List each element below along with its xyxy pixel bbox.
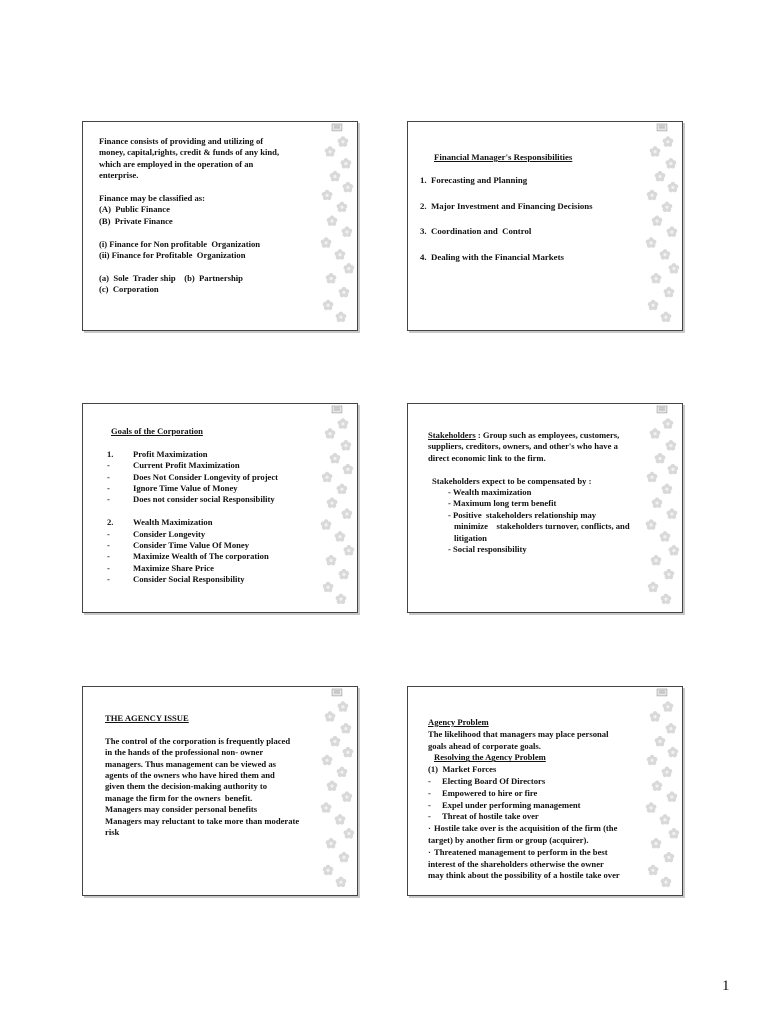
slide-body (107, 426, 315, 586)
list-item: - Threat of hostile take over (428, 811, 539, 822)
subheading: Resolving the Agency Problem (434, 752, 546, 763)
list-item: - Empowered to hire or fire (428, 787, 538, 798)
text-line: Stakeholders expect to be compensated by : (432, 475, 592, 486)
list-item: - Current Profit Maximization (107, 460, 240, 471)
slide-title: Financial Manager's Responsibilities (434, 152, 573, 162)
list-item: - Expel under performing management (428, 799, 581, 810)
text-line: money, capital,rights, credit & funds of any kind, (99, 147, 280, 158)
text-line: (c) Corporation (99, 284, 159, 295)
slide-stakeholders (407, 403, 683, 613)
text-line: enterprise. (99, 170, 139, 181)
floral-decoration-icon (638, 687, 682, 895)
text-line: managers. Thus management can be viewed as (105, 758, 277, 769)
text-line: (a) Sole Trader ship (b) Partnership (99, 272, 243, 283)
list-item: - Ignore Time Value of Money (107, 483, 238, 494)
list-item: - Maximize Share Price (107, 562, 214, 573)
floral-decoration-icon (313, 122, 357, 330)
text-line: in the hands of the professional non- owner (105, 747, 264, 758)
text-line: which are employed in the operation of an (99, 158, 254, 169)
list-item: - Consider Social Responsibility (107, 574, 245, 585)
text-line: The likelihood that managers may place personal (428, 728, 609, 739)
slide-goals-of-corporation (82, 403, 358, 613)
text-line: Managers may consider personal benefits (105, 804, 258, 815)
floral-decoration-icon (638, 122, 682, 330)
slide-financial-manager-responsibilities (407, 121, 683, 331)
text-line: risk (105, 827, 120, 838)
slide-title: Goals of the Corporation (111, 426, 203, 436)
list-heading: 2. Wealth Maximization (107, 517, 213, 528)
slide-finance-definition (82, 121, 358, 331)
list-item: - Consider Longevity (107, 528, 206, 539)
definition-line: Stakeholders : Group such as employees, customers, (428, 430, 620, 440)
floral-decoration-icon (313, 404, 357, 612)
slide-title: THE AGENCY ISSUE (105, 713, 189, 723)
term: Stakeholders (428, 430, 476, 440)
text-line: direct economic link to the firm. (428, 452, 546, 463)
text-line: interest of the shareholders otherwise the owner (428, 858, 604, 869)
list-item: - Consider Time Value Of Money (107, 540, 250, 551)
text-line: agents of the owners who have hired them and (105, 770, 275, 781)
slide-body (99, 136, 315, 296)
text-line: (i) Finance for Non profitable Organization (99, 238, 261, 249)
list-item: - Maximum long term benefit (448, 498, 557, 509)
floral-decoration-icon (313, 687, 357, 895)
slide-body (105, 713, 315, 838)
text-line: goals ahead of corporate goals. (428, 740, 541, 751)
list-item: - Electing Board Of Directors (428, 775, 546, 786)
text-line: target) by another firm or group (acquirer). (428, 834, 589, 845)
bullet-text: · Hostile take over is the acquisition of the firm (the (428, 823, 618, 834)
text-line: manage the firm for the owners benefit. (105, 792, 253, 803)
list-item: - Social responsibility (448, 544, 527, 555)
floral-decoration-icon (638, 404, 682, 612)
slide-title: Agency Problem (428, 717, 489, 727)
list-item: 4. Dealing with the Financial Markets (420, 252, 564, 263)
text-line: litigation (454, 532, 487, 543)
list-item: - Does Not Consider Longevity of project (107, 471, 279, 482)
text-line: (ii) Finance for Profitable Organization (99, 250, 246, 261)
text-line: (B) Private Finance (99, 215, 173, 226)
list-item: - Maximize Wealth of The corporation (107, 551, 269, 562)
list-item: 3. Coordination and Control (420, 226, 532, 237)
text-line: (A) Public Finance (99, 204, 170, 215)
text-line: Finance consists of providing and utilizing of (99, 136, 264, 146)
list-item: - Does not consider social Responsibility (107, 494, 275, 505)
text-line: suppliers, creditors, owners, and other's who have a (428, 441, 618, 452)
text-line: minimize stakeholders turnover, conflicts, and (454, 521, 630, 532)
text-line: The control of the corporation is frequently placed (105, 735, 291, 746)
slide-body (428, 430, 640, 555)
page-number: 1 (722, 978, 730, 994)
text-line: Managers may reluctant to take more than moderate (105, 815, 300, 826)
list-item: - Positive stakeholders relationship may (448, 509, 597, 520)
list-item: - Wealth maximization (448, 487, 532, 498)
subheading: (1) Market Forces (428, 764, 497, 775)
bullet-text: · Threatened management to perform in the best (428, 846, 608, 857)
list-heading: 1. Profit Maximization (107, 448, 208, 459)
list-item: 1. Forecasting and Planning (420, 174, 528, 185)
text-line: may think about the possibility of a hostile take over (428, 870, 620, 881)
slide-agency-issue (82, 686, 358, 896)
slide-body (420, 152, 640, 264)
list-item: 2. Major Investment and Financing Decisions (420, 200, 593, 211)
slide-body (428, 717, 640, 882)
slide-agency-problem (407, 686, 683, 896)
text-line: given them the decision-making authority to (105, 781, 268, 792)
text-line: Finance may be classified as: (99, 193, 205, 204)
